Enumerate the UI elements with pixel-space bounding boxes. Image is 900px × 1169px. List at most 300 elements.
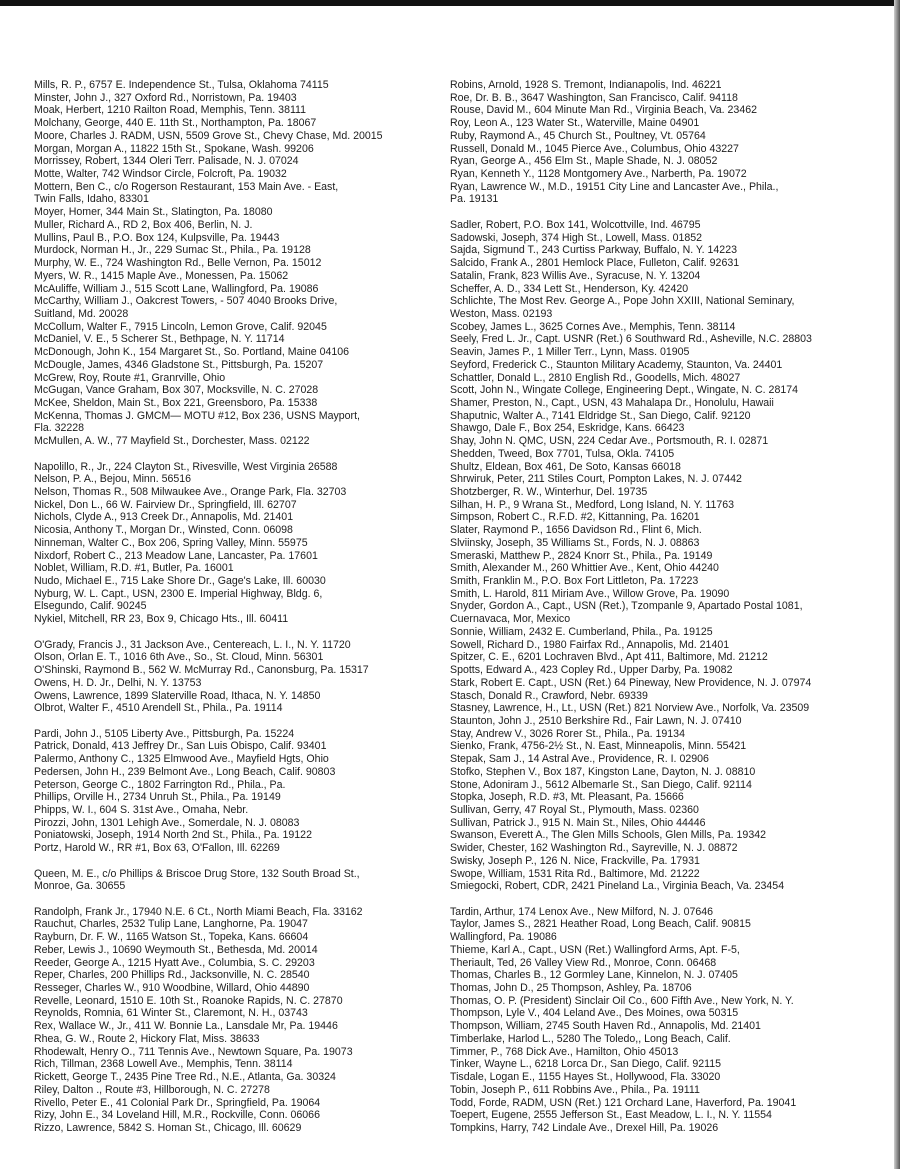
directory-entry bbox=[34, 511, 444, 524]
directory-entry bbox=[34, 257, 444, 270]
entry-line: Ruby, Raymond A., 45 Church St., Poultney, Vt. 05764 bbox=[450, 129, 706, 142]
directory-entry bbox=[450, 511, 892, 524]
entry-line: Nelson, Thomas R., 508 Milwaukee Ave., Orange Park, Fla. 32703 bbox=[34, 486, 347, 498]
entry-line: Tobin, Joseph P., 611 Robbins Ave., Phila., Pa. 19111 bbox=[450, 1083, 700, 1096]
entry-line: Thomas, Charles B., 12 Gormley Lane, Kinnelon, N. J. 07405 bbox=[450, 969, 738, 982]
entry-line: Poniatowski, Joseph, 1914 North 2nd St., Phila., Pa. 19122 bbox=[34, 829, 312, 842]
directory-entry bbox=[450, 600, 892, 625]
directory-entry bbox=[34, 664, 444, 677]
entry-line: Morgan, Morgan A., 11822 15th St., Spokane, Wash. 99206 bbox=[34, 142, 314, 155]
directory-entry bbox=[450, 359, 892, 372]
directory-entry bbox=[34, 397, 444, 410]
entry-line: Shawgo, Dale F., Box 254, Eskridge, Kans. 66423 bbox=[450, 422, 685, 435]
entry-line: Tardin, Arthur, 174 Lenox Ave., New Milford, N. J. 07646 bbox=[450, 905, 714, 918]
directory-entry bbox=[450, 562, 892, 575]
directory-entry bbox=[34, 333, 444, 346]
entry-line: Elsegundo, Calif. 90245 bbox=[34, 600, 147, 613]
entry-line: McDaniel, V. E., 5 Scherer St., Bethpage, N. Y. 11714 bbox=[34, 333, 285, 346]
directory-entry bbox=[34, 143, 444, 156]
entry-line: Pedersen, John H., 239 Belmont Ave., Long Beach, Calif. 90803 bbox=[34, 765, 336, 778]
directory-entry bbox=[450, 1109, 892, 1122]
entry-line: Rizzo, Lawrence, 5842 S. Homan St., Chicago, Ill. 60629 bbox=[34, 1121, 302, 1134]
directory-entry bbox=[34, 1007, 444, 1020]
entry-line: McGugan, Vance Graham, Box 307, Mocksville, N. C. 27028 bbox=[34, 384, 319, 397]
directory-entry bbox=[450, 829, 892, 842]
entry-line: Rhea, G. W., Route 2, Hickory Flat, Miss. 38633 bbox=[34, 1032, 260, 1045]
page-right-edge bbox=[894, 0, 900, 1169]
directory-entry bbox=[450, 1033, 892, 1046]
directory-entry bbox=[450, 333, 892, 346]
directory-entry bbox=[450, 639, 892, 652]
entry-line: Resseger, Charles W., 910 Woodbine, Willard, Ohio 44890 bbox=[34, 982, 310, 995]
directory-entry bbox=[34, 435, 444, 448]
directory-entry bbox=[34, 982, 444, 995]
directory-entry bbox=[34, 918, 444, 931]
entry-line: Satalin, Frank, 823 Willis Ave., Syracuse, N. Y. 13204 bbox=[450, 269, 701, 282]
directory-entry bbox=[34, 969, 444, 982]
directory-entry bbox=[34, 1033, 444, 1046]
directory-entry bbox=[34, 868, 444, 893]
entry-line: Shamer, Preston, N., Capt., USN, 43 Mahalapa Dr., Honolulu, Hawaii bbox=[450, 396, 774, 409]
directory-entry bbox=[450, 702, 892, 715]
entry-line: McDonough, John K., 154 Margaret St., So. Portland, Maine 04106 bbox=[34, 346, 350, 359]
directory-entry bbox=[34, 613, 444, 626]
directory-entry bbox=[34, 461, 444, 474]
entry-line: Olson, Orlan E. T., 1016 6th Ave., So., St. Cloud, Minn. 56301 bbox=[34, 651, 324, 664]
directory-entry bbox=[34, 486, 444, 499]
directory-entry bbox=[450, 499, 892, 512]
entry-line: Shultz, Eldean, Box 461, De Soto, Kansas 66018 bbox=[450, 460, 681, 473]
entry-line: Stay, Andrew V., 3026 Rorer St., Phila., Pa. 19134 bbox=[450, 727, 685, 740]
entry-line: Roy, Leon A., 123 Water St., Waterville, Maine 04901 bbox=[450, 117, 700, 130]
entry-line: O'Grady, Francis J., 31 Jackson Ave., Centereach, L. I., N. Y. 11720 bbox=[34, 638, 351, 651]
entry-line: Twin Falls, Idaho, 83301 bbox=[34, 193, 149, 206]
directory-entry bbox=[34, 1020, 444, 1033]
entry-line: Cuernavaca, Mor, Mexico bbox=[450, 613, 571, 626]
directory-entry bbox=[450, 1046, 892, 1059]
entry-line: Ninneman, Walter C., Box 206, Spring Valley, Minn. 55975 bbox=[34, 536, 308, 549]
entry-line: Sadler, Robert, P.O. Box 141, Wolcottville, Ind. 46795 bbox=[450, 218, 701, 231]
directory-entry bbox=[34, 791, 444, 804]
entry-line: O'Shinski, Raymond B., 562 W. McMurray Rd., Canonsburg, Pa. 15317 bbox=[34, 664, 369, 677]
directory-entry bbox=[34, 702, 444, 715]
directory-entry bbox=[34, 1122, 444, 1135]
entry-line: Revelle, Leonard, 1510 E. 10th St., Roanoke Rapids, N. C. 27870 bbox=[34, 994, 343, 1007]
entry-line: Thompson, William, 2745 South Haven Rd., Annapolis, Md. 21401 bbox=[450, 1020, 761, 1033]
directory-entry bbox=[34, 753, 444, 766]
directory-group bbox=[450, 219, 892, 893]
entry-line: Simpson, Robert C., R.F.D. #2, Kittanning, Pa. 16201 bbox=[450, 511, 700, 524]
entry-line: Shrwiruk, Peter, 211 Stiles Court, Pompton Lakes, N. J. 07442 bbox=[450, 473, 742, 486]
entry-line: Spitzer, C. E., 6201 Lochraven Blvd., Apt 411, Baltimore, Md. 21212 bbox=[450, 651, 768, 664]
entry-line: Schattler, Donald L., 2810 English Rd., Goodells, Mich. 48027 bbox=[450, 371, 741, 384]
directory-group bbox=[34, 868, 444, 893]
entry-line: Noblet, William, R.D. #1, Butler, Pa. 16001 bbox=[34, 562, 234, 575]
entry-line: McCollum, Walter F., 7915 Lincoln, Lemon Grove, Calif. 92045 bbox=[34, 320, 327, 333]
directory-entry bbox=[34, 346, 444, 359]
directory-entry bbox=[34, 232, 444, 245]
directory-entry bbox=[34, 206, 444, 219]
directory-entry bbox=[34, 639, 444, 652]
directory-entry bbox=[34, 499, 444, 512]
directory-entry bbox=[34, 537, 444, 550]
entry-line: Stark, Robert E. Capt., USN (Ret.) 64 Pineway, New Providence, N. J. 07974 bbox=[450, 676, 812, 689]
directory-entry bbox=[34, 130, 444, 143]
directory-entry bbox=[450, 270, 892, 283]
entry-line: Molchany, George, 440 E. 11th St., Northampton, Pa. 18067 bbox=[34, 117, 317, 130]
entry-line: Swisky, Joseph P., 126 N. Nice, Frackville, Pa. 17931 bbox=[450, 854, 700, 867]
directory-entry bbox=[450, 906, 892, 919]
entry-line: Smith, Franklin M., P.O. Box Fort Littleton, Pa. 17223 bbox=[450, 575, 699, 588]
entry-line: Moak, Herbert, 1210 Railton Road, Memphis, Tenn. 38111 bbox=[34, 104, 307, 117]
entry-line: Nickel, Don L., 66 W. Fairview Dr., Springfield, Ill. 62707 bbox=[34, 498, 297, 511]
directory-entry bbox=[450, 321, 892, 334]
entry-line: Toepert, Eugene, 2555 Jefferson St., East Meadow, L. I., N. Y. 11554 bbox=[450, 1109, 772, 1122]
entry-line: Nyburg, W. L. Capt., USN, 2300 E. Imperial Highway, Bldg. 6, bbox=[34, 587, 323, 600]
directory-entry bbox=[450, 1122, 892, 1135]
directory-entry bbox=[450, 1084, 892, 1097]
entry-line: Stasch, Donald R., Crawford, Nebr. 69339 bbox=[450, 689, 648, 702]
entry-line: Smiegocki, Robert, CDR, 2421 Pineland La., Virginia Beach, Va. 23454 bbox=[450, 880, 785, 893]
directory-entry bbox=[34, 219, 444, 232]
entry-line: Stopka, Joseph, R.D. #3, Mt. Pleasant, Pa. 15666 bbox=[450, 791, 684, 804]
directory-entry bbox=[450, 969, 892, 982]
entry-line: Sowell, Richard D., 1980 Fairfax Rd., Annapolis, Md. 21401 bbox=[450, 638, 730, 651]
directory-group bbox=[450, 906, 892, 1135]
entry-line: Sadowski, Joseph, 374 High St., Lowell, Mass. 01852 bbox=[450, 231, 703, 244]
directory-entry bbox=[450, 677, 892, 690]
directory-entry bbox=[34, 740, 444, 753]
entry-line: Sullivan, Gerry, 47 Royal St., Plymouth, Mass. 02360 bbox=[450, 803, 699, 816]
directory-entry bbox=[450, 944, 892, 957]
directory-entry bbox=[450, 257, 892, 270]
entry-line: Wallingford, Pa. 19086 bbox=[450, 931, 557, 944]
directory-entry bbox=[450, 537, 892, 550]
entry-line: Queen, M. E., c/o Phillips & Briscoe Drug Store, 132 South Broad St., bbox=[34, 867, 360, 880]
entry-line: Rich, Tillman, 2368 Lowell Ave., Memphis, Tenn. 38114 bbox=[34, 1058, 293, 1071]
entry-line: Mullins, Paul B., P.O. Box 124, Kulpsville, Pa. 19443 bbox=[34, 231, 280, 244]
directory-entry bbox=[450, 1020, 892, 1033]
entry-line: Rex, Wallace W., Jr., 411 W. Bonnie La., Lansdale Mr, Pa. 19446 bbox=[34, 1020, 338, 1033]
directory-entry bbox=[450, 473, 892, 486]
directory-entry bbox=[450, 92, 892, 105]
directory-entry bbox=[34, 1046, 444, 1059]
directory-entry bbox=[34, 677, 444, 690]
entry-line: Pa. 19131 bbox=[450, 193, 499, 206]
directory-entry bbox=[450, 779, 892, 792]
directory-entry bbox=[34, 1097, 444, 1110]
directory-entry bbox=[34, 1109, 444, 1122]
entry-line: Nichols, Clyde A., 913 Creek Dr., Annapolis, Md. 21401 bbox=[34, 511, 294, 524]
directory-entry bbox=[450, 817, 892, 830]
directory-entry bbox=[450, 728, 892, 741]
entry-line: Shay, John N. QMC, USN, 224 Cedar Ave., Portsmouth, R. I. 02871 bbox=[450, 435, 769, 448]
entry-line: Rayburn, Dr. F. W., 1165 Watson St., Topeka, Kans. 66604 bbox=[34, 931, 309, 944]
directory-group bbox=[34, 461, 444, 626]
entry-line: Weston, Mass. 02193 bbox=[450, 307, 553, 320]
directory-entry bbox=[450, 104, 892, 117]
entry-line: McMullen, A. W., 77 Mayfield St., Dorchester, Mass. 02122 bbox=[34, 435, 310, 448]
directory-entry bbox=[450, 1097, 892, 1110]
directory-entry bbox=[450, 384, 892, 397]
entry-line: Portz, Harold W., RR #1, Box 63, O'Fallon, Ill. 62269 bbox=[34, 842, 280, 855]
directory-entry bbox=[34, 181, 444, 206]
directory-entry bbox=[34, 473, 444, 486]
directory-entry bbox=[450, 880, 892, 893]
directory-entry bbox=[450, 690, 892, 703]
entry-line: Swider, Chester, 162 Washington Rd., Sayreville, N. J. 08872 bbox=[450, 842, 738, 855]
entry-line: Russell, Donald M., 1045 Pierce Ave., Columbus, Ohio 43227 bbox=[450, 142, 739, 155]
entry-line: Ryan, Kenneth Y., 1128 Montgomery Ave., Narberth, Pa. 19072 bbox=[450, 168, 747, 181]
entry-line: Palermo, Anthony C., 1325 Elmwood Ave., Mayfield Hgts, Ohio bbox=[34, 753, 329, 766]
entry-line: Myers, W. R., 1415 Maple Ave., Monessen, Pa. 15062 bbox=[34, 269, 289, 282]
entry-line: Thomas, John D., 25 Thompson, Ashley, Pa. 18706 bbox=[450, 982, 692, 995]
entry-line: Stofko, Stephen V., Box 187, Kingston Lane, Dayton, N. J. 08810 bbox=[450, 765, 756, 778]
entry-line: Scott, John N., Wingate College, Engineering Dept., Wingate, N. C. 28174 bbox=[450, 384, 799, 397]
entry-line: Phillips, Orville H., 2734 Unruh St., Phila., Pa. 19149 bbox=[34, 791, 281, 804]
page-top-border bbox=[0, 0, 900, 6]
right-column bbox=[450, 79, 892, 1135]
entry-line: Robins, Arnold, 1928 S. Tremont, Indianapolis, Ind. 46221 bbox=[450, 79, 722, 91]
directory-entry bbox=[34, 779, 444, 792]
entry-line: Salcido, Frank A., 2801 Hemlock Place, Fulleton, Calif. 92631 bbox=[450, 257, 740, 270]
entry-line: Sienko, Frank, 4756-2½ St., N. East, Minneapolis, Minn. 55421 bbox=[450, 740, 747, 753]
entry-line: Todd, Forde, RADM, USN (Ret.) 121 Orchard Lane, Haverford, Pa. 19041 bbox=[450, 1096, 797, 1109]
entry-line: Ryan, George A., 456 Elm St., Maple Shade, N. J. 08052 bbox=[450, 155, 718, 168]
directory-entry bbox=[34, 550, 444, 563]
directory-entry bbox=[34, 372, 444, 385]
directory-entry bbox=[34, 588, 444, 613]
entry-line: Phipps, W. I., 604 S. 31st Ave., Omaha, Nebr. bbox=[34, 803, 249, 816]
directory-entry bbox=[450, 588, 892, 601]
entry-line: Slater, Raymond P., 1656 Davidson Rd., Flint 6, Mich. bbox=[450, 524, 702, 537]
directory-entry bbox=[34, 270, 444, 283]
directory-entry bbox=[450, 664, 892, 677]
directory-entry bbox=[450, 791, 892, 804]
entry-line: Roe, Dr. B. B., 3647 Washington, San Francisco, Calif. 94118 bbox=[450, 91, 738, 104]
directory-entry bbox=[34, 995, 444, 1008]
entry-line: Smeraski, Matthew P., 2824 Knorr St., Phila., Pa. 19149 bbox=[450, 549, 713, 562]
entry-line: Pirozzi, John, 1301 Lehigh Ave., Somerdale, N. J. 08083 bbox=[34, 816, 300, 829]
entry-line: Slviinsky, Joseph, 35 Williams St., Fords, N. J. 08863 bbox=[450, 536, 700, 549]
entry-line: Rhodewalt, Henry O., 711 Tennis Ave., Newtown Square, Pa. 19073 bbox=[34, 1045, 353, 1058]
entry-line: Reber, Lewis J., 10690 Weymouth St., Bethesda, Md. 20014 bbox=[34, 943, 318, 956]
directory-entry bbox=[34, 92, 444, 105]
directory-entry bbox=[34, 728, 444, 741]
entry-line: Rivello, Peter E., 41 Colonial Park Dr., Springfield, Pa. 19064 bbox=[34, 1096, 321, 1109]
entry-line: Swope, William, 1531 Rita Rd., Baltimore, Md. 21222 bbox=[450, 867, 700, 880]
entry-line: Owens, Lawrence, 1899 Slaterville Road, Ithaca, N. Y. 14850 bbox=[34, 689, 321, 702]
directory-entry bbox=[34, 957, 444, 970]
entry-line: Randolph, Frank Jr., 17940 N.E. 6 Ct., North Miami Beach, Fla. 33162 bbox=[34, 905, 363, 918]
directory-group bbox=[34, 79, 444, 448]
directory-entry bbox=[34, 944, 444, 957]
entry-line: Reper, Charles, 200 Phillips Rd., Jacksonville, N. C. 28540 bbox=[34, 969, 310, 982]
directory-entry bbox=[34, 359, 444, 372]
directory-entry bbox=[34, 283, 444, 296]
entry-line: Ryan, Lawrence W., M.D., 19151 City Line and Lancaster Ave., Phila., bbox=[450, 180, 779, 193]
directory-entry bbox=[450, 995, 892, 1008]
entry-line: Minster, John J., 327 Oxford Rd., Norristown, Pa. 19403 bbox=[34, 91, 297, 104]
directory-entry bbox=[450, 1058, 892, 1071]
directory-entry bbox=[34, 524, 444, 537]
directory-entry bbox=[34, 766, 444, 779]
entry-line: Sajda, Sigmund T., 243 Curtiss Parkway, Buffalo, N. Y. 14223 bbox=[450, 244, 737, 257]
directory-group bbox=[34, 639, 444, 715]
directory-entry bbox=[34, 410, 444, 435]
entry-line: Rauchut, Charles, 2532 Tulip Lane, Langhorne, Pa. 19047 bbox=[34, 918, 308, 931]
directory-entry bbox=[34, 906, 444, 919]
directory-entry bbox=[34, 1084, 444, 1097]
entry-line: Tisdale, Logan E., 1155 Hayes St., Hollywood, Fla. 33020 bbox=[450, 1071, 721, 1084]
entry-line: Morrissey, Robert, 1344 Oleri Terr. Palisade, N. J. 07024 bbox=[34, 155, 299, 168]
entry-line: Murdock, Norman H., Jr., 229 Sumac St., Phila., Pa. 19128 bbox=[34, 244, 311, 257]
directory-entry bbox=[450, 626, 892, 639]
directory-entry bbox=[450, 1071, 892, 1084]
left-column bbox=[34, 79, 444, 1135]
directory-entry bbox=[450, 448, 892, 461]
entry-line: McKee, Sheldon, Main St., Box 221, Greensboro, Pa. 15338 bbox=[34, 396, 318, 409]
entry-line: Snyder, Gordon A., Capt., USN (Ret.), Tzompanle 9, Apartado Postal 1081, bbox=[450, 600, 803, 613]
entry-line: Monroe, Ga. 30655 bbox=[34, 880, 126, 893]
entry-line: Seely, Fred L. Jr., Capt. USNR (Ret.) 6 Southward Rd., Asheville, N.C. 28803 bbox=[450, 333, 812, 346]
entry-line: Schlichte, The Most Rev. George A., Pope John XXIII, National Seminary, bbox=[450, 295, 795, 308]
entry-line: Rizy, John E., 34 Loveland Hill, M.R., Rockville, Conn. 06066 bbox=[34, 1109, 320, 1122]
entry-line: Staunton, John J., 2510 Berkshire Rd., Fair Lawn, N. J. 07410 bbox=[450, 714, 742, 727]
directory-entry bbox=[34, 1058, 444, 1071]
entry-line: Timberlake, Harlod L., 5280 The Toledo,, Long Beach, Calif. bbox=[450, 1032, 731, 1045]
directory-entry bbox=[450, 295, 892, 320]
entry-line: Thieme, Karl A., Capt., USN (Ret.) Wallingford Arms, Apt. F-5, bbox=[450, 943, 740, 956]
entry-line: Rouse, David M., 604 Minute Man Rd., Virginia Beach, Va. 23462 bbox=[450, 104, 757, 117]
entry-line: Scobey, James L., 3625 Cornes Ave., Memphis, Tenn. 38114 bbox=[450, 320, 736, 333]
directory-group bbox=[450, 79, 892, 206]
directory-entry bbox=[450, 219, 892, 232]
entry-line: Mills, R. P., 6757 E. Independence St., Tulsa, Oklahoma 74115 bbox=[34, 79, 329, 91]
directory-entry bbox=[34, 842, 444, 855]
directory-entry bbox=[450, 283, 892, 296]
directory-entry bbox=[450, 461, 892, 474]
directory-entry bbox=[34, 384, 444, 397]
directory-entry bbox=[450, 1007, 892, 1020]
entry-line: Murphy, W. E., 724 Washington Rd., Belle Vernon, Pa. 15012 bbox=[34, 257, 322, 270]
entry-line: Muller, Richard A., RD 2, Box 406, Berlin, N. J. bbox=[34, 218, 253, 231]
directory-entry bbox=[34, 562, 444, 575]
entry-line: Rickett, George T., 2435 Pine Tree Rd., N.E., Atlanta, Ga. 30324 bbox=[34, 1071, 336, 1084]
directory-entry bbox=[450, 232, 892, 245]
directory-entry bbox=[34, 931, 444, 944]
entry-line: Sullivan, Patrick J., 915 N. Main St., Niles, Ohio 44446 bbox=[450, 816, 706, 829]
directory-entry bbox=[450, 117, 892, 130]
directory-entry bbox=[450, 766, 892, 779]
directory-entry bbox=[450, 168, 892, 181]
directory-entry bbox=[450, 804, 892, 817]
entry-line: Silhan, H. P., 9 Wrana St., Medford, Long Island, N. Y. 11763 bbox=[450, 498, 735, 511]
entry-line: Reeder, George A., 1215 Hyatt Ave., Columbia, S. C. 29203 bbox=[34, 956, 315, 969]
directory-entry bbox=[34, 79, 444, 92]
entry-line: Motte, Walter, 742 Windsor Circle, Folcroft, Pa. 19032 bbox=[34, 168, 287, 181]
directory-entry bbox=[450, 435, 892, 448]
entry-line: McGrew, Roy, Route #1, Granrville, Ohio bbox=[34, 371, 226, 384]
directory-entry bbox=[450, 550, 892, 563]
entry-line: Stone, Adoniram J., 5612 Albemarle St., San Diego, Calif. 92114 bbox=[450, 778, 752, 791]
entry-line: Moore, Charles J. RADM, USN, 5509 Grove St., Chevy Chase, Md. 20015 bbox=[34, 129, 383, 142]
entry-line: Swanson, Everett A., The Glen Mills Schools, Glen Mills, Pa. 19342 bbox=[450, 829, 767, 842]
entry-line: Owens, H. D. Jr., Delhi, N. Y. 13753 bbox=[34, 676, 202, 689]
directory-entry bbox=[450, 79, 892, 92]
entry-line: Fla. 32228 bbox=[34, 422, 85, 435]
entry-line: Thomas, O. P. (President) Sinclair Oil Co., 600 Fifth Ave., New York, N. Y. bbox=[450, 994, 794, 1007]
directory-entry bbox=[34, 168, 444, 181]
directory-entry bbox=[450, 575, 892, 588]
entry-line: Suitland, Md. 20028 bbox=[34, 307, 129, 320]
directory-entry bbox=[34, 575, 444, 588]
entry-line: Patrick, Donald, 413 Jeffrey Dr., San Luis Obispo, Calif. 93401 bbox=[34, 740, 327, 753]
directory-entry bbox=[450, 753, 892, 766]
directory-entry bbox=[450, 181, 892, 206]
directory-entry bbox=[34, 295, 444, 320]
entry-line: Taylor, James S., 2821 Heather Road, Long Beach, Calif. 90815 bbox=[450, 918, 751, 931]
directory-entry bbox=[34, 829, 444, 842]
entry-line: Smith, L. Harold, 811 Miriam Ave., Willow Grove, Pa. 19090 bbox=[450, 587, 730, 600]
directory-entry bbox=[450, 957, 892, 970]
entry-line: Tinker, Wayne L., 6218 Lorca Dr., San Diego, Calif. 92115 bbox=[450, 1058, 722, 1071]
directory-entry bbox=[450, 651, 892, 664]
entry-line: Reynolds, Romnia, 61 Winter St., Claremont, N. H., 03743 bbox=[34, 1007, 308, 1020]
directory-entry bbox=[34, 651, 444, 664]
entry-line: McAuliffe, William J., 515 Scott Lane, Wallingford, Pa. 19086 bbox=[34, 282, 319, 295]
entry-line: Tompkins, Harry, 742 Lindale Ave., Drexel Hill, Pa. 19026 bbox=[450, 1121, 719, 1134]
entry-line: McKenna, Thomas J. GMCM— MOTU #12, Box 236, USNS Mayport, bbox=[34, 409, 360, 422]
directory-entry bbox=[34, 155, 444, 168]
entry-line: Nudo, Michael E., 715 Lake Shore Dr., Gage's Lake, Ill. 60030 bbox=[34, 575, 326, 588]
directory-entry bbox=[34, 817, 444, 830]
entry-line: Shotzberger, R. W., Winterhur, Del. 19735 bbox=[450, 486, 648, 498]
entry-line: Stasney, Lawrence, H., Lt., USN (Ret.) 821 Norview Ave., Norfolk, Va. 23509 bbox=[450, 702, 810, 715]
directory-entry bbox=[450, 155, 892, 168]
directory-entry bbox=[450, 982, 892, 995]
directory-entry bbox=[34, 804, 444, 817]
entry-line: Shaputnic, Walter A., 7141 Eldridge St., San Diego, Calif. 92120 bbox=[450, 409, 751, 422]
entry-line: Thompson, Lyle V., 404 Leland Ave., Des Moines, owa 50315 bbox=[450, 1007, 739, 1020]
entry-line: Mottern, Ben C., c/o Rogerson Restaurant, 153 Main Ave. - East, bbox=[34, 180, 339, 193]
directory-entry bbox=[450, 244, 892, 257]
directory-entry bbox=[450, 372, 892, 385]
entry-line: Scheffer, A. D., 334 Lett St., Henderson, Ky. 42420 bbox=[450, 282, 689, 295]
directory-entry bbox=[450, 855, 892, 868]
directory-entry bbox=[450, 868, 892, 881]
entry-line: McCarthy, William J., Oakcrest Towers, - 507 4040 Brooks Drive, bbox=[34, 295, 338, 308]
entry-line: Nicosia, Anthony T., Morgan Dr., Winsted, Conn. 06098 bbox=[34, 524, 293, 537]
directory-group bbox=[34, 728, 444, 855]
directory-entry bbox=[450, 422, 892, 435]
directory-entry bbox=[450, 486, 892, 499]
entry-line: Nykiel, Mitchell, RR 23, Box 9, Chicago Hts., Ill. 60411 bbox=[34, 613, 289, 626]
directory-entry bbox=[450, 143, 892, 156]
directory-entry bbox=[450, 410, 892, 423]
directory-entry bbox=[450, 524, 892, 537]
directory-entry bbox=[34, 117, 444, 130]
entry-line: Riley, Dalton ., Route #3, Hillborough, N. C. 27278 bbox=[34, 1083, 270, 1096]
entry-line: Smith, Alexander M., 260 Whittier Ave., Kent, Ohio 44240 bbox=[450, 562, 719, 575]
directory-entry bbox=[450, 397, 892, 410]
entry-line: Olbrot, Walter F., 4510 Arendell St., Phila., Pa. 19114 bbox=[34, 702, 283, 715]
entry-line: McDougle, James, 4346 Gladstone St., Pittsburgh, Pa. 15207 bbox=[34, 358, 324, 371]
entry-line: Peterson, George C., 1802 Farrington Rd., Phila., Pa. bbox=[34, 778, 286, 791]
entry-line: Timmer, P., 768 Dick Ave., Hamilton, Ohio 45013 bbox=[450, 1045, 679, 1058]
entry-line: Theriault, Ted, 26 Valley View Rd., Monroe, Conn. 06468 bbox=[450, 956, 717, 969]
entry-line: Spotts, Edward A., 423 Copley Rd., Upper Darby, Pa. 19082 bbox=[450, 664, 733, 677]
